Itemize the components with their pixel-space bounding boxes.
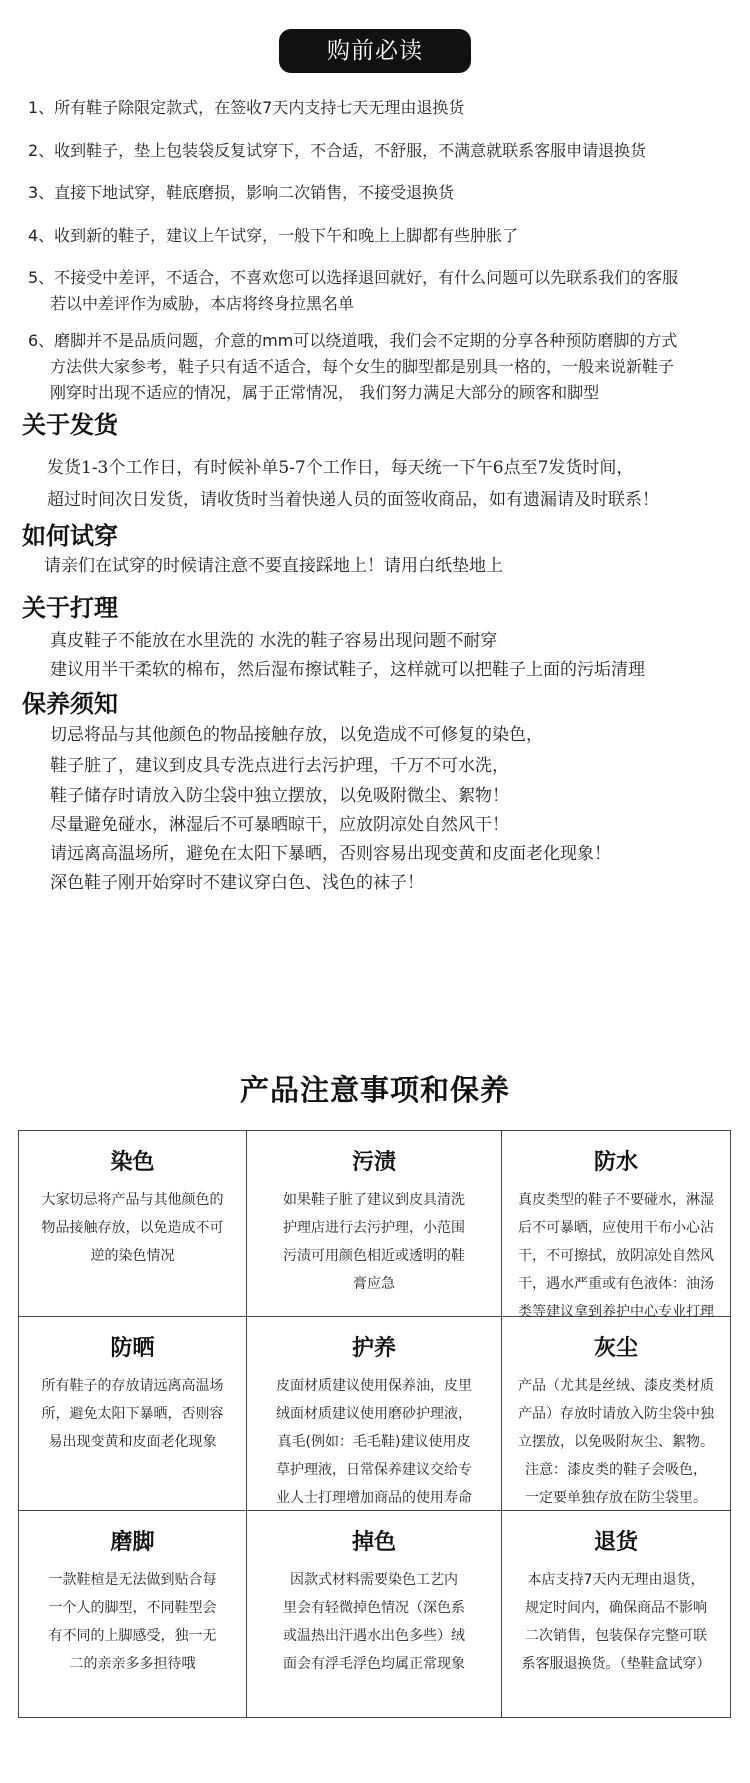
section-line: 请远离高温场所，避免在太阳下暴晒，否则容易出现变黄和皮面老化现象！ [50,844,611,864]
section-line: 发货1-3个工作日，有时候补单5-7个工作日，每天统一下午6点至7发货时间， [47,458,634,478]
section-line: 尽量避免碰水，淋湿后不可暴晒晾干，应放阴凉处自然风干！ [50,815,509,835]
care-cell-title: 灰尘 [593,1336,638,1361]
care-line: 一定要单独存放在防尘袋里。 [525,1490,707,1506]
care-cell-chafing [19,1511,247,1717]
section-line: 超过时间次日发货，请收货时当着快递人员的面签收商品，如有遗漏请及时联系！ [47,490,659,510]
rule-line: 4、收到新的鞋子，建议上午试穿，一般下午和晚上上脚都有些肿胀了 [28,226,519,245]
rule-item-5 [28,265,728,317]
section-line: 真皮鞋子不能放在水里洗的 水洗的鞋子容易出现问题不耐穿 [50,631,498,651]
care-cell-title: 防水 [593,1150,638,1175]
care-line: 绒面材质建议使用磨砂护理液， [276,1406,472,1422]
care-cell-body [506,1566,726,1678]
care-cell-dyeing [19,1131,247,1317]
care-line: 二次销售，包装保存完整可联 [525,1628,707,1644]
care-cell-nursing [247,1317,502,1511]
care-cell-body [506,1372,726,1512]
care-line: 系客服退换货。（垫鞋盒试穿） [521,1656,711,1672]
care-line: 草护理液，日常保养建议交给专 [276,1462,472,1478]
care-line: 有不同的上脚感受，独一无 [48,1628,217,1644]
care-table-title: 产品注意事项和保养 [239,1073,510,1107]
care-cell-sun [19,1317,247,1511]
care-table [18,1130,731,1718]
care-cell-returns [502,1511,730,1717]
care-cell-body [23,1566,242,1678]
section-line: 请亲们在试穿的时候请注意不要直接踩地上！请用白纸垫地上 [44,556,503,576]
care-line: 规定时间内，确保商品不影响 [525,1600,707,1616]
care-line: 物品接触存放，以免造成不可 [41,1220,224,1236]
care-cell-title: 掉色 [351,1530,396,1555]
care-line: 所有鞋子的存放请远离高温场 [41,1378,224,1394]
section-line: 深色鞋子刚开始穿时不建议穿白色、浅色的袜子！ [50,873,424,893]
care-line: 注意：漆皮类的鞋子会吸色， [525,1462,707,1478]
care-line: 一个人的脚型，不同鞋型会 [48,1600,217,1616]
care-line: 产品（尤其是丝绒、漆皮类材质 [518,1378,714,1394]
page-title-badge: 购前必读 [279,29,471,73]
care-line: 所，避免太阳下暴晒，否则容 [41,1406,224,1422]
care-cell-body [506,1186,726,1326]
section-line: 切忌将品与其他颜色的物品接触存放，以免造成不可修复的染色， [50,725,543,745]
care-cell-title: 染色 [110,1150,155,1175]
care-line: 污渍可用颜色相近或透明的鞋 [283,1248,465,1264]
care-line: 真皮类型的鞋子不要碰水，淋湿 [518,1192,714,1208]
care-cell-title: 防晒 [110,1336,155,1361]
care-cell-body [251,1186,497,1298]
care-cell-body [251,1566,497,1678]
care-line: 立摆放，以免吸附灰尘、絮物。 [518,1434,714,1450]
section-line: 鞋子储存时请放入防尘袋中独立摆放，以免吸附微尘、絮物！ [50,786,509,806]
section-line: 鞋子脏了，建议到皮具专洗点进行去污护理，千万不可水洗， [50,756,509,776]
care-cell-body [23,1372,242,1456]
care-line: 后不可暴晒，应使用干布小心沾 [518,1220,714,1236]
care-cell-stains [247,1131,502,1317]
rule-line: 3、直接下地试穿，鞋底磨损，影响二次销售，不接受退换货 [28,183,455,202]
rule-item-4 [28,223,728,249]
rule-line: 若以中差评作为威胁，本店将终身拉黑名单 [50,294,355,313]
rule-line: 2、收到鞋子，垫上包装袋反复试穿下，不合适，不舒服，不满意就联系客服申请退换货 [28,141,647,160]
care-cell-title: 退货 [593,1530,638,1555]
care-line: 皮面材质建议使用保养油，皮里 [276,1378,472,1394]
care-line: 或温热出汗遇水出色多些）绒 [283,1628,465,1644]
care-line: 一款鞋楦是无法做到贴合每 [48,1572,217,1588]
care-cell-waterproof [502,1131,730,1320]
care-line: 真毛(例如：毛毛鞋)建议使用皮 [277,1434,471,1450]
care-line: 大家切忌将产品与其他颜色的 [41,1192,224,1208]
rule-line: 刚穿时出现不适应的情况，属于正常情况， 我们努力满足大部分的顾客和脚型 [50,383,600,402]
rule-item-3 [28,180,728,206]
section-title-maintenance: 保养须知 [22,690,118,718]
care-line: 业人士打理增加商品的使用寿命 [276,1490,472,1506]
care-line: 干，不可擦拭，放阴凉处自然风 [518,1248,714,1264]
care-line: 逆的染色情况 [90,1248,175,1264]
care-line: 如果鞋子脏了建议到皮具清洗 [283,1192,465,1208]
care-line: 类等建议拿到养护中心专业打理 [518,1304,714,1320]
rule-line: 方法供大家参考，鞋子只有适不适合，每个女生的脚型都是别具一格的，一般来说新鞋子 [50,357,675,376]
care-cell-title: 磨脚 [110,1530,155,1555]
care-line: 因款式材料需要染色工艺内 [290,1572,458,1588]
section-title-cleaning: 关于打理 [22,594,118,622]
care-line: 面会有浮毛浮色均属正常现象 [283,1656,465,1672]
care-line: 里会有轻微掉色情况（深色系 [283,1600,465,1616]
rule-item-2 [28,138,728,164]
care-cell-title: 污渍 [351,1150,396,1175]
section-title-fitting: 如何试穿 [22,522,118,550]
rule-line: 6、磨脚并不是品质问题，介意的mm可以绕道哦，我们会不定期的分享各种预防磨脚的方式 [28,331,678,350]
rule-item-6 [28,328,728,406]
section-title-shipping: 关于发货 [22,411,118,439]
care-cell-body [23,1186,242,1270]
care-line: 干，遇水严重或有色液体：油汤 [518,1276,714,1292]
care-cell-body [251,1372,497,1512]
care-line: 易出现变黄和皮面老化现象 [48,1434,217,1450]
rule-item-1 [28,95,728,121]
rule-line: 5、不接受中差评，不适合，不喜欢您可以选择退回就好，有什么问题可以先联系我们的客服 [28,268,679,287]
rule-line: 1、所有鞋子除限定款式，在签收7天内支持七天无理由退换货 [28,98,465,117]
care-line: 二的亲亲多多担待哦 [69,1656,196,1672]
care-line: 产品）存放时请放入防尘袋中独 [518,1406,714,1422]
care-cell-dust [502,1317,730,1511]
section-line: 建议用半干柔软的棉布，然后湿布擦试鞋子，这样就可以把鞋子上面的污垢清理 [50,660,645,680]
care-line: 膏应急 [353,1276,395,1292]
care-cell-fading [247,1511,502,1717]
care-cell-title: 护养 [351,1336,396,1361]
care-line: 本店支持7天内无理由退货， [527,1572,705,1588]
care-line: 护理店进行去污护理，小范围 [283,1220,465,1236]
